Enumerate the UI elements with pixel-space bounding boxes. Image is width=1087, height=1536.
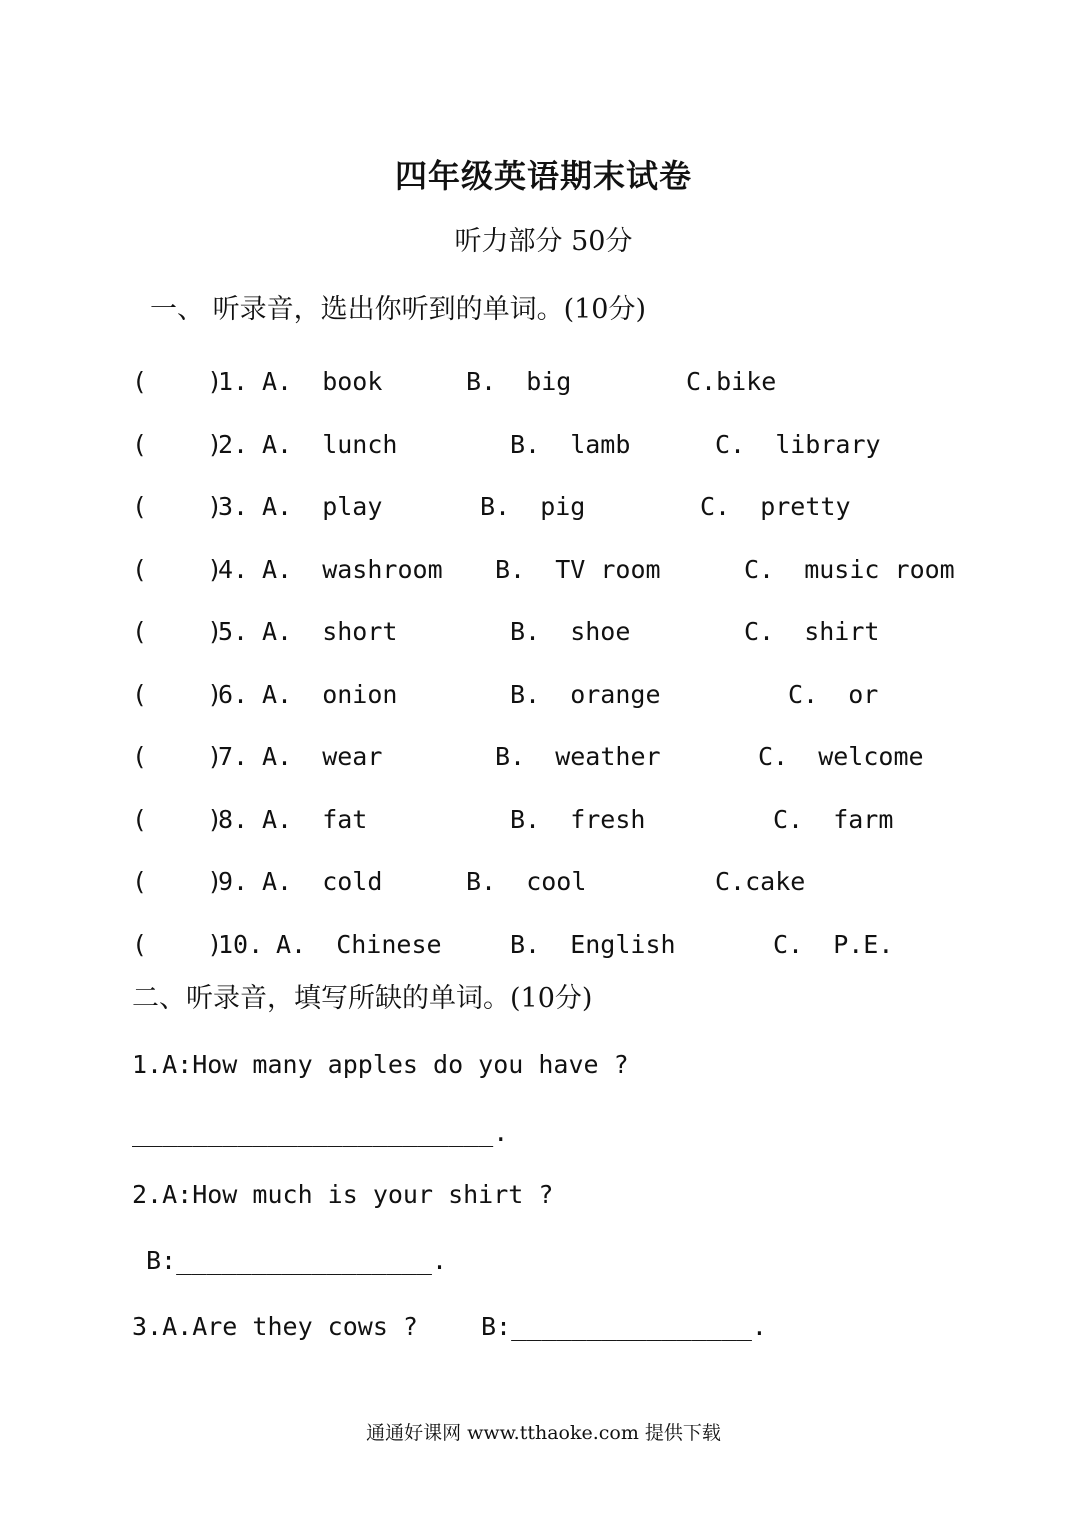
answer-paren: ( ) (132, 680, 223, 709)
fill-question-3: 3.A.Are they cows ? (132, 1312, 418, 1341)
option-b: B. fresh (510, 805, 646, 834)
option-c: C. pretty (700, 492, 851, 521)
answer-paren: ( ) (132, 867, 223, 896)
answer-paren: ( ) (132, 805, 223, 834)
option-b: B. English (510, 930, 676, 959)
option-a: A. short (262, 617, 398, 646)
option-b: B. lamb (510, 430, 631, 459)
option-a: A. cold (262, 867, 383, 896)
option-c: C. library (715, 430, 881, 459)
option-c: C. or (788, 680, 879, 709)
section1-heading: 一、 听录音，选出你听到的单词。(10分) (150, 294, 647, 325)
option-b: B. TV room (495, 555, 661, 584)
footer-credit: 通通好课网 www.tthaoke.com 提供下载 (366, 1422, 721, 1444)
option-c: C. welcome (758, 742, 924, 771)
fill-answer-1-blank: ________________________. (132, 1118, 509, 1147)
fill-question-1: 1.A:How many apples do you have ? (132, 1050, 629, 1079)
answer-paren: ( ) (132, 367, 223, 396)
page-title: 四年级英语期末试卷 (394, 157, 692, 195)
option-a: A. fat (262, 805, 368, 834)
option-a: A. washroom (262, 555, 443, 584)
option-b: B. shoe (510, 617, 631, 646)
option-a: A. wear (262, 742, 383, 771)
option-c: C.cake (715, 867, 806, 896)
option-b: B. big (466, 367, 572, 396)
option-b: B. orange (510, 680, 661, 709)
option-c: C. music room (744, 555, 955, 584)
option-b: B. pig (480, 492, 586, 521)
option-b: B. cool (466, 867, 587, 896)
option-c: C. shirt (744, 617, 880, 646)
answer-paren: ( ) (132, 430, 223, 459)
option-c: C. P.E. (773, 930, 894, 959)
question-number: 1. (218, 367, 249, 396)
answer-paren: ( ) (132, 742, 223, 771)
question-number: 2. (218, 430, 249, 459)
question-number: 5. (218, 617, 249, 646)
option-a: A. onion (262, 680, 398, 709)
option-c: C.bike (686, 367, 777, 396)
fill-answer-2-blank: B:_________________. (146, 1246, 448, 1275)
option-a: A. book (262, 367, 383, 396)
option-a: A. lunch (262, 430, 398, 459)
question-number: 10. (218, 930, 264, 959)
option-a: A. Chinese (276, 930, 442, 959)
section2-heading: 二、听录音，填写所缺的单词。(10分) (132, 983, 593, 1014)
fill-question-2: 2.A:How much is your shirt ? (132, 1180, 554, 1209)
answer-paren: ( ) (132, 555, 223, 584)
answer-paren: ( ) (132, 930, 223, 959)
option-b: B. weather (495, 742, 661, 771)
question-number: 6. (218, 680, 249, 709)
question-number: 7. (218, 742, 249, 771)
question-number: 9. (218, 867, 249, 896)
option-c: C. farm (773, 805, 894, 834)
answer-paren: ( ) (132, 617, 223, 646)
question-number: 3. (218, 492, 249, 521)
answer-paren: ( ) (132, 492, 223, 521)
question-number: 8. (218, 805, 249, 834)
option-a: A. play (262, 492, 383, 521)
question-number: 4. (218, 555, 249, 584)
page-subtitle: 听力部分 50分 (454, 226, 633, 257)
fill-answer-3-blank: B:________________. (481, 1312, 767, 1341)
